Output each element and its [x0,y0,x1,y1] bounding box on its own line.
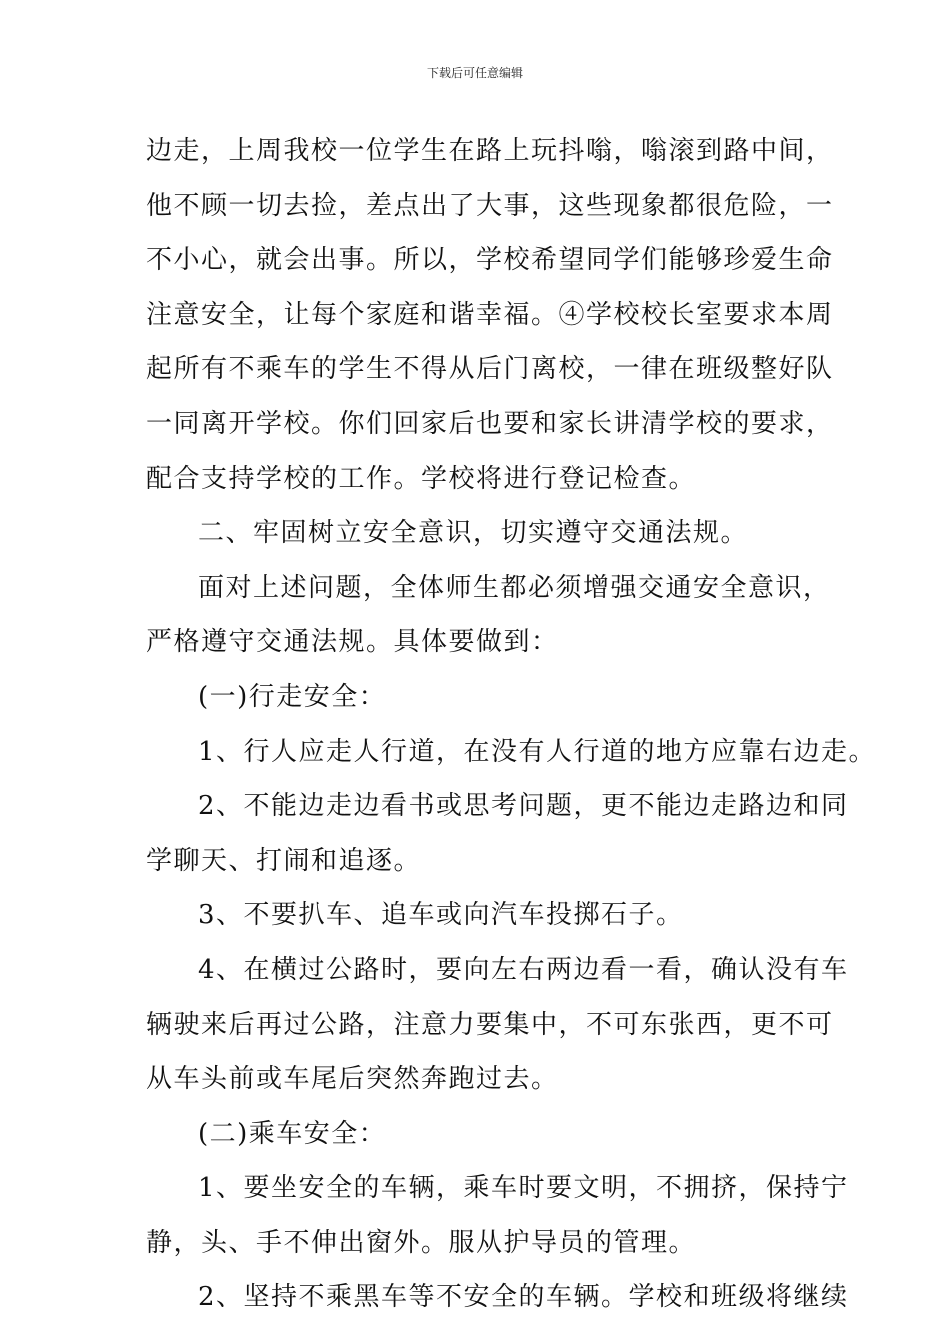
list-item: 2、坚持不乘黑车等不安全的车辆。学校和班级将继续 [198,1282,849,1313]
section-heading: 二、牢固树立安全意识，切实遵守交通法规。 [198,518,749,549]
subsection-heading: (二)乘车安全： [198,1118,387,1149]
list-item: 3、不要扒车、追车或向汽车投掷石子。 [198,900,684,931]
list-item: 2、不能边走边看书或思考问题，更不能边走路边和同 [198,791,849,822]
text-line: 辆驶来后再过公路，注意力要集中，不可东张西，更不可 [146,1009,834,1040]
paragraph-start: 面对上述问题，全体师生都必须增强交通安全意识， [198,572,831,603]
text-line: 严格遵守交通法规。具体要做到： [146,627,559,658]
text-line: 从车头前或车尾后突然奔跑过去。 [146,1064,559,1095]
list-item: 1、行人应走人行道，在没有人行道的地方应靠右边走。 [198,736,877,767]
text-line: 学聊天、打闹和追逐。 [146,845,422,876]
text-line: 配合支持学校的工作。学校将进行登记检查。 [146,463,697,494]
list-item: 1、要坐安全的车辆，乘车时要文明，不拥挤，保持宁 [198,1173,849,1204]
subsection-heading: (一)行走安全： [198,681,387,712]
list-item: 4、在横过公路时，要向左右两边看一看，确认没有车 [198,954,849,985]
text-line: 一同离开学校。你们回家后也要和家长讲清学校的要求， [146,408,834,439]
text-line: 起所有不乘车的学生不得从后门离校，一律在班级整好队 [146,354,834,385]
page-header: 下载后可任意编辑 [426,66,523,80]
text-line: 静，头、手不伸出窗外。服从护导员的管理。 [146,1227,697,1258]
text-line: 不小心，就会出事。所以，学校希望同学们能够珍爱生命 [146,245,834,276]
document-body [146,124,877,1325]
text-line: 边走，上周我校一位学生在路上玩抖嗡，嗡滚到路中间， [146,136,834,166]
text-line: 注意安全，让每个家庭和谐幸福。④学校校长室要求本周 [146,299,834,330]
text-line: 他不顾一切去捡，差点出了大事，这些现象都很危险，一 [146,190,834,221]
